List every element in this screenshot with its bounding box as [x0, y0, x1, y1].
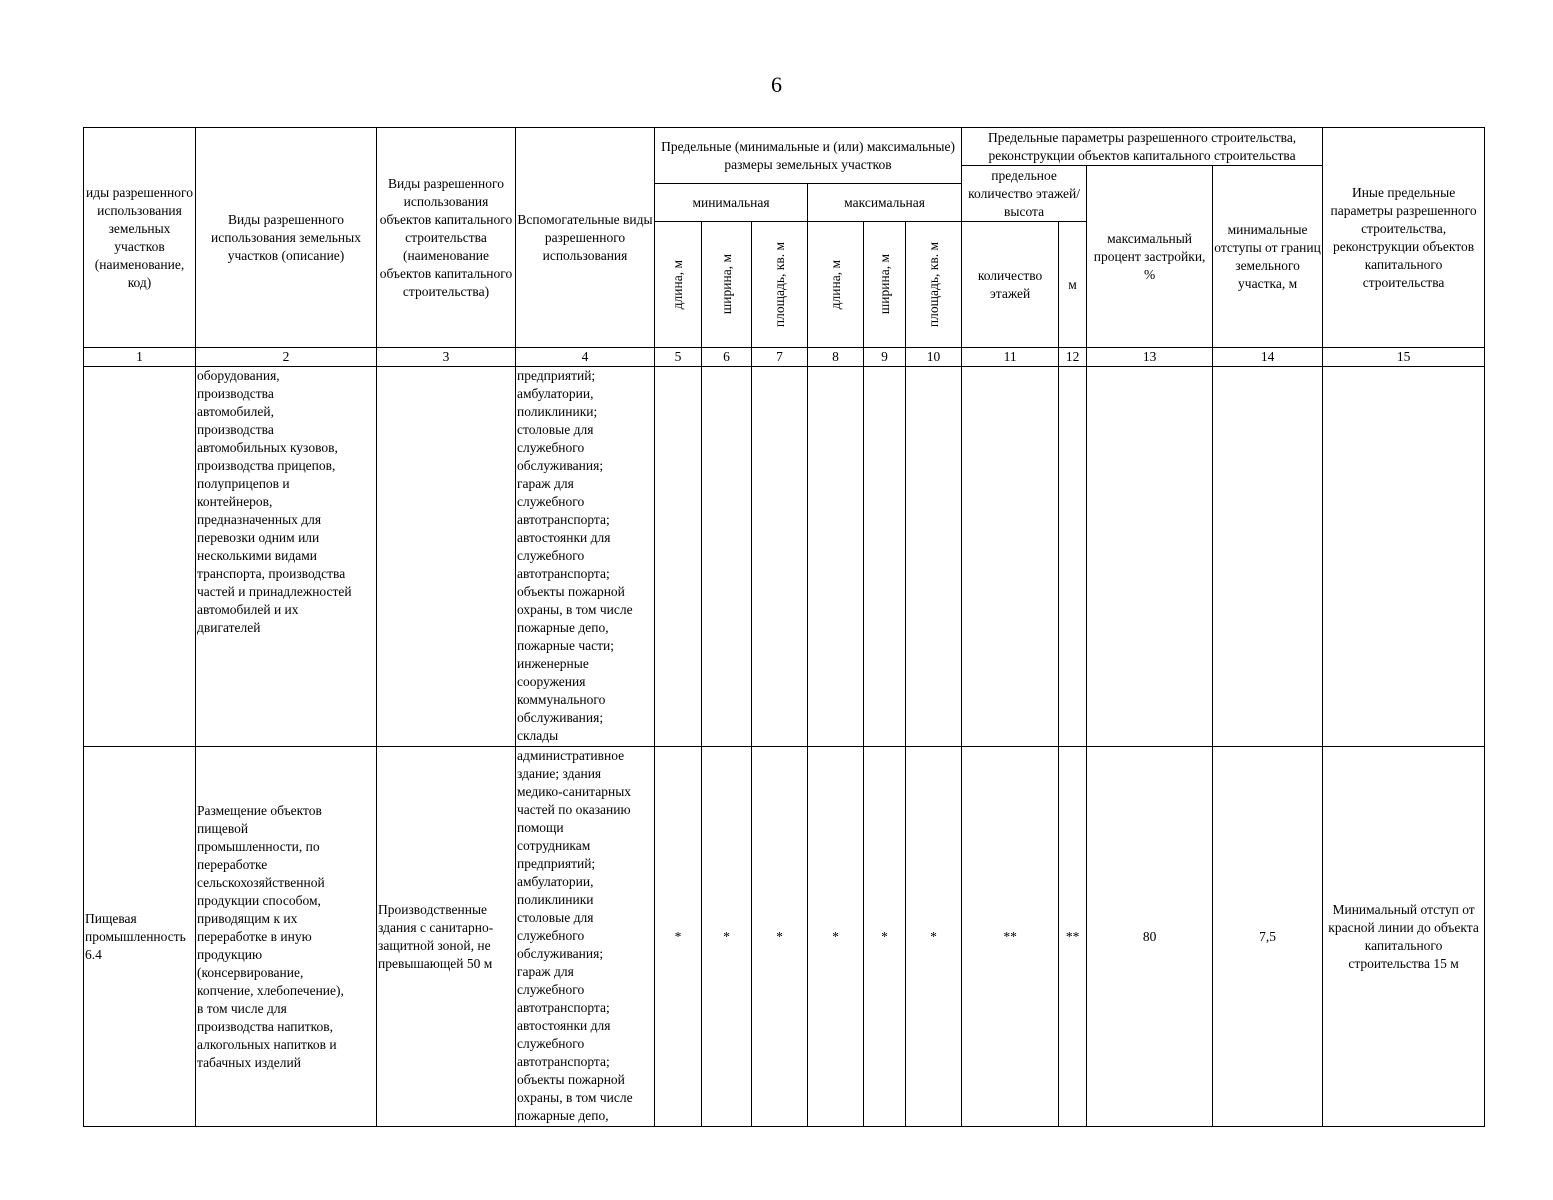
header-construction-limits: Предельные параметры разрешенного строительства, реконструкции объектов капитального строительства: [962, 128, 1323, 166]
table-row: [84, 367, 1485, 747]
header-land-use-code: иды разрешенного использования земельных участков (наименование, код): [84, 128, 196, 348]
header-max-area: площадь, кв. м: [906, 222, 962, 348]
cell-capital-construction-use: Производственные здания с санитарно-защитной зоной, не превышающей 50 м: [377, 747, 516, 1127]
cell-max-coverage: 80: [1087, 747, 1213, 1127]
header-min-width: ширина, м: [702, 222, 752, 348]
cell-floor-count: **: [962, 747, 1059, 1127]
cell-min-width: [702, 367, 752, 747]
header-capital-construction-use: Виды разрешенного использования объектов капитального строительства (наименование объектов капитального строительства): [377, 128, 516, 348]
cell-max-coverage: [1087, 367, 1213, 747]
header-max-coverage: максимальный процент застройки, %: [1087, 166, 1213, 348]
cell-min-area: *: [752, 747, 808, 1127]
cell-auxiliary-use: административное здание; здания медико-санитарных частей по оказанию помощи сотрудникам предприятий; амбулатории, поликлиники столовые для служебного обслуживания; гараж для служебного автотранспорта; автостоянки для служебного автотранспорта; объекты пожарной охраны, в том числе пожарные депо,: [516, 747, 655, 1127]
col-number: 10: [906, 348, 962, 367]
col-number: 1: [84, 348, 196, 367]
col-number: 12: [1059, 348, 1087, 367]
header-land-use-description: Виды разрешенного использования земельных участков (описание): [196, 128, 377, 348]
header-maximum: максимальная: [808, 184, 962, 222]
col-number: 9: [864, 348, 906, 367]
cell-other-limits: Минимальный отступ от красной линии до объекта капитального строительства 15 м: [1323, 747, 1485, 1127]
col-number: 4: [516, 348, 655, 367]
header-row-1: [84, 128, 1485, 166]
header-min-length: длина, м: [655, 222, 702, 348]
cell-min-length: *: [655, 747, 702, 1127]
col-number: 3: [377, 348, 516, 367]
col-number: 6: [702, 348, 752, 367]
col-number: 7: [752, 348, 808, 367]
col-number: 13: [1087, 348, 1213, 367]
header-floor-count: количество этажей: [962, 222, 1059, 348]
zoning-parameters-table: [83, 127, 1485, 1127]
cell-capital-construction-use: [377, 367, 516, 747]
cell-auxiliary-use: предприятий; амбулатории, поликлиники; столовые для служебного обслуживания; гараж для служебного автотранспорта; автостоянки для служебного автотранспорта; объекты пожарной охраны, в том числе пожарные депо, пожарные части; инженерные сооружения коммунального обслуживания; склады: [516, 367, 655, 747]
header-auxiliary-use: Вспомогательные виды разрешенного использования: [516, 128, 655, 348]
header-floors-height: предельное количество этажей/высота: [962, 166, 1087, 222]
cell-height-m: **: [1059, 747, 1087, 1127]
header-minimum: минимальная: [655, 184, 808, 222]
cell-max-width: [864, 367, 906, 747]
cell-land-use-description: оборудования, производства автомобилей, производства автомобильных кузовов, производства прицепов, полуприцепов и контейнеров, предназначенных для перевозки одним или несколькими видами транспорта, производства частей и принадлежностей автомобилей и их двигателей: [196, 367, 377, 747]
cell-min-width: *: [702, 747, 752, 1127]
cell-min-length: [655, 367, 702, 747]
cell-height-m: [1059, 367, 1087, 747]
cell-max-area: *: [906, 747, 962, 1127]
column-number-row: [84, 348, 1485, 367]
header-plot-size-limits: Предельные (минимальные и (или) максимальные) размеры земельных участков: [655, 128, 962, 184]
cell-min-setbacks: [1213, 367, 1323, 747]
col-number: 5: [655, 348, 702, 367]
cell-land-use-code: Пищевая промышленность 6.4: [84, 747, 196, 1127]
header-other-limits: Иные предельные параметры разрешенного строительства, реконструкции объектов капитального строительства: [1323, 128, 1485, 348]
header-min-setbacks: минимальные отступы от границ земельного участка, м: [1213, 166, 1323, 348]
header-height-m: м: [1059, 222, 1087, 348]
col-number: 14: [1213, 348, 1323, 367]
cell-max-area: [906, 367, 962, 747]
cell-max-length: *: [808, 747, 864, 1127]
cell-other-limits: [1323, 367, 1485, 747]
cell-floor-count: [962, 367, 1059, 747]
header-min-area: площадь, кв. м: [752, 222, 808, 348]
col-number: 15: [1323, 348, 1485, 367]
cell-min-area: [752, 367, 808, 747]
cell-max-length: [808, 367, 864, 747]
header-max-length: длина, м: [808, 222, 864, 348]
table-row: [84, 747, 1485, 1127]
cell-land-use-code: [84, 367, 196, 747]
col-number: 8: [808, 348, 864, 367]
header-max-width: ширина, м: [864, 222, 906, 348]
page-number: 6: [771, 72, 782, 97]
col-number: 11: [962, 348, 1059, 367]
cell-land-use-description: Размещение объектов пищевой промышленности, по переработке сельскохозяйственной продукции способом, приводящим к их переработке в иную продукцию (консервирование, копчение, хлебопечение), в том числе для производства напитков, алкогольных напитков и табачных изделий: [196, 747, 377, 1127]
cell-min-setbacks: 7,5: [1213, 747, 1323, 1127]
cell-max-width: *: [864, 747, 906, 1127]
col-number: 2: [196, 348, 377, 367]
